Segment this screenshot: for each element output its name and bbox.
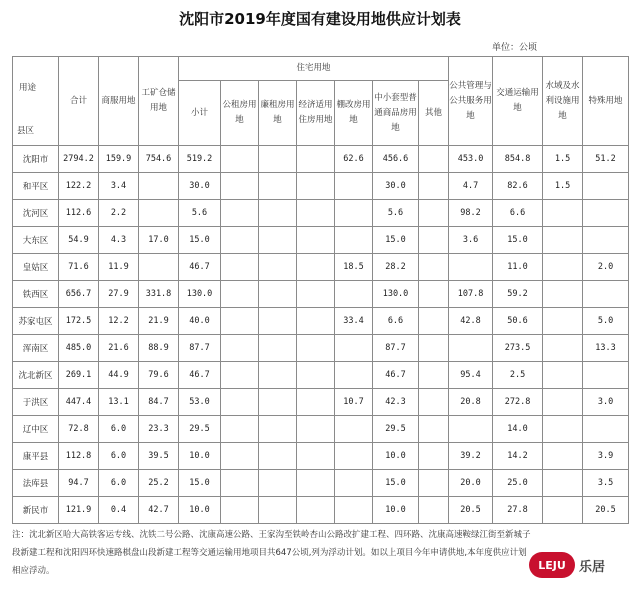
cell-public-rental bbox=[221, 389, 259, 416]
cell-public-service: 4.7 bbox=[449, 173, 493, 200]
cell-special: 3.9 bbox=[583, 443, 629, 470]
cell-public-service: 98.2 bbox=[449, 200, 493, 227]
cell-subtotal: 130.0 bbox=[179, 281, 221, 308]
cell-water bbox=[543, 389, 583, 416]
cell-subtotal: 46.7 bbox=[179, 254, 221, 281]
cell-low-rent bbox=[259, 254, 297, 281]
col-commercial: 商服用地 bbox=[99, 57, 139, 146]
cell-subtotal: 46.7 bbox=[179, 362, 221, 389]
cell-commercial: 6.0 bbox=[99, 470, 139, 497]
cell-subtotal: 519.2 bbox=[179, 146, 221, 173]
cell-small-medium: 30.0 bbox=[373, 173, 419, 200]
cell-small-medium: 6.6 bbox=[373, 308, 419, 335]
cell-other bbox=[419, 443, 449, 470]
cell-public-service: 20.8 bbox=[449, 389, 493, 416]
col-industrial: 工矿仓储用地 bbox=[139, 57, 179, 146]
corner-bottom-label: 县区 bbox=[17, 126, 35, 136]
cell-area: 铁西区 bbox=[13, 281, 59, 308]
cell-total: 54.9 bbox=[59, 227, 99, 254]
cell-public-service: 107.8 bbox=[449, 281, 493, 308]
cell-shanty: 10.7 bbox=[335, 389, 373, 416]
cell-public-service: 3.6 bbox=[449, 227, 493, 254]
table-row bbox=[13, 200, 629, 227]
cell-affordable bbox=[297, 416, 335, 443]
cell-transport: 50.6 bbox=[493, 308, 543, 335]
cell-public-service bbox=[449, 416, 493, 443]
cell-shanty bbox=[335, 227, 373, 254]
col-subtotal: 小计 bbox=[179, 81, 221, 146]
cell-public-service: 42.8 bbox=[449, 308, 493, 335]
cell-transport: 25.0 bbox=[493, 470, 543, 497]
col-residential: 住宅用地 bbox=[179, 57, 449, 81]
cell-area: 大东区 bbox=[13, 227, 59, 254]
col-total: 合计 bbox=[59, 57, 99, 146]
cell-shanty: 62.6 bbox=[335, 146, 373, 173]
cell-shanty bbox=[335, 281, 373, 308]
cell-total: 94.7 bbox=[59, 470, 99, 497]
cell-subtotal: 30.0 bbox=[179, 173, 221, 200]
cell-affordable bbox=[297, 146, 335, 173]
cell-special bbox=[583, 416, 629, 443]
col-public-service: 公共管理与公共服务用地 bbox=[449, 57, 493, 146]
cell-public-rental bbox=[221, 416, 259, 443]
cell-low-rent bbox=[259, 146, 297, 173]
cell-total: 172.5 bbox=[59, 308, 99, 335]
cell-affordable bbox=[297, 173, 335, 200]
cell-public-rental bbox=[221, 470, 259, 497]
cell-industrial: 21.9 bbox=[139, 308, 179, 335]
cell-public-rental bbox=[221, 335, 259, 362]
cell-area: 浑南区 bbox=[13, 335, 59, 362]
cell-total: 656.7 bbox=[59, 281, 99, 308]
cell-affordable bbox=[297, 443, 335, 470]
cell-commercial: 2.2 bbox=[99, 200, 139, 227]
table-row bbox=[13, 254, 629, 281]
cell-area: 康平县 bbox=[13, 443, 59, 470]
cell-other bbox=[419, 416, 449, 443]
cell-subtotal: 15.0 bbox=[179, 227, 221, 254]
unit-label: 单位：公顷 bbox=[492, 43, 538, 53]
cell-water: 1.5 bbox=[543, 146, 583, 173]
cell-total: 112.6 bbox=[59, 200, 99, 227]
cell-total: 121.9 bbox=[59, 497, 99, 524]
cell-small-medium: 87.7 bbox=[373, 335, 419, 362]
cell-area: 沈阳市 bbox=[13, 146, 59, 173]
cell-water bbox=[543, 200, 583, 227]
cell-area: 法库县 bbox=[13, 470, 59, 497]
cell-industrial: 79.6 bbox=[139, 362, 179, 389]
cell-public-service: 20.0 bbox=[449, 470, 493, 497]
cell-shanty: 33.4 bbox=[335, 308, 373, 335]
cell-shanty bbox=[335, 416, 373, 443]
cell-other bbox=[419, 497, 449, 524]
cell-commercial: 159.9 bbox=[99, 146, 139, 173]
cell-commercial: 13.1 bbox=[99, 389, 139, 416]
cell-low-rent bbox=[259, 497, 297, 524]
col-special: 特殊用地 bbox=[583, 57, 629, 146]
cell-small-medium: 10.0 bbox=[373, 443, 419, 470]
cell-public-rental bbox=[221, 146, 259, 173]
cell-area: 于洪区 bbox=[13, 389, 59, 416]
cell-affordable bbox=[297, 227, 335, 254]
cell-public-rental bbox=[221, 200, 259, 227]
cell-shanty bbox=[335, 173, 373, 200]
cell-public-rental bbox=[221, 443, 259, 470]
cell-small-medium: 10.0 bbox=[373, 497, 419, 524]
table-row bbox=[13, 281, 629, 308]
cell-small-medium: 15.0 bbox=[373, 227, 419, 254]
cell-commercial: 21.6 bbox=[99, 335, 139, 362]
corner-top-label: 用途 bbox=[19, 83, 37, 93]
cell-shanty bbox=[335, 443, 373, 470]
cell-other bbox=[419, 173, 449, 200]
cell-low-rent bbox=[259, 335, 297, 362]
cell-area: 和平区 bbox=[13, 173, 59, 200]
cell-area: 沈北新区 bbox=[13, 362, 59, 389]
cell-public-rental bbox=[221, 308, 259, 335]
cell-transport: 2.5 bbox=[493, 362, 543, 389]
cell-total: 485.0 bbox=[59, 335, 99, 362]
cell-water bbox=[543, 308, 583, 335]
cell-low-rent bbox=[259, 227, 297, 254]
cell-industrial: 42.7 bbox=[139, 497, 179, 524]
cell-low-rent bbox=[259, 173, 297, 200]
cell-special: 13.3 bbox=[583, 335, 629, 362]
cell-industrial: 84.7 bbox=[139, 389, 179, 416]
cell-area: 新民市 bbox=[13, 497, 59, 524]
cell-special: 20.5 bbox=[583, 497, 629, 524]
cell-industrial bbox=[139, 173, 179, 200]
cell-low-rent bbox=[259, 200, 297, 227]
cell-commercial: 12.2 bbox=[99, 308, 139, 335]
cell-low-rent bbox=[259, 470, 297, 497]
cell-industrial: 754.6 bbox=[139, 146, 179, 173]
cell-affordable bbox=[297, 335, 335, 362]
cell-affordable bbox=[297, 200, 335, 227]
cell-subtotal: 10.0 bbox=[179, 497, 221, 524]
cell-other bbox=[419, 281, 449, 308]
cell-other bbox=[419, 470, 449, 497]
cell-total: 269.1 bbox=[59, 362, 99, 389]
cell-public-service: 95.4 bbox=[449, 362, 493, 389]
logo-text: 乐居 bbox=[579, 559, 606, 575]
col-transport: 交通运输用地 bbox=[493, 57, 543, 146]
cell-special: 2.0 bbox=[583, 254, 629, 281]
cell-public-service: 39.2 bbox=[449, 443, 493, 470]
col-water: 水域及水利设施用地 bbox=[543, 57, 583, 146]
cell-special: 5.0 bbox=[583, 308, 629, 335]
cell-other bbox=[419, 335, 449, 362]
cell-transport: 273.5 bbox=[493, 335, 543, 362]
cell-transport: 15.0 bbox=[493, 227, 543, 254]
cell-affordable bbox=[297, 470, 335, 497]
col-other: 其他 bbox=[419, 81, 449, 146]
cell-total: 72.8 bbox=[59, 416, 99, 443]
cell-transport: 854.8 bbox=[493, 146, 543, 173]
cell-other bbox=[419, 200, 449, 227]
cell-public-service: 453.0 bbox=[449, 146, 493, 173]
col-shanty: 棚改房用地 bbox=[335, 81, 373, 146]
cell-area: 苏家屯区 bbox=[13, 308, 59, 335]
col-low-rent: 廉租房用地 bbox=[259, 81, 297, 146]
cell-transport: 11.0 bbox=[493, 254, 543, 281]
cell-industrial: 25.2 bbox=[139, 470, 179, 497]
cell-subtotal: 40.0 bbox=[179, 308, 221, 335]
cell-commercial: 44.9 bbox=[99, 362, 139, 389]
footnote: 注：沈北新区哈大高铁客运专线、沈铁二号公路、沈康高速公路、王家沟至铁岭杏山公路改扩建工程、四环路、沈康高速鞍绿江街至新城子段新建工程和沈阳四环快速路棋盘山段新建工程等交通运输用地项目共647公顷,列为浮动计划。如以上项目今年申请供地,本年度供应计划相应浮动。 bbox=[12, 530, 531, 576]
cell-other bbox=[419, 146, 449, 173]
cell-water bbox=[543, 227, 583, 254]
cell-public-rental bbox=[221, 227, 259, 254]
cell-public-rental bbox=[221, 362, 259, 389]
cell-other bbox=[419, 254, 449, 281]
col-small-medium: 中小套型普通商品房用地 bbox=[373, 81, 419, 146]
cell-small-medium: 42.3 bbox=[373, 389, 419, 416]
cell-affordable bbox=[297, 281, 335, 308]
cell-shanty: 18.5 bbox=[335, 254, 373, 281]
cell-total: 122.2 bbox=[59, 173, 99, 200]
cell-commercial: 27.9 bbox=[99, 281, 139, 308]
cell-water bbox=[543, 335, 583, 362]
cell-commercial: 4.3 bbox=[99, 227, 139, 254]
cell-commercial: 11.9 bbox=[99, 254, 139, 281]
cell-industrial bbox=[139, 200, 179, 227]
cell-other bbox=[419, 227, 449, 254]
cell-other bbox=[419, 389, 449, 416]
cell-water bbox=[543, 416, 583, 443]
cell-industrial bbox=[139, 254, 179, 281]
cell-industrial: 88.9 bbox=[139, 335, 179, 362]
cell-commercial: 0.4 bbox=[99, 497, 139, 524]
cell-total: 71.6 bbox=[59, 254, 99, 281]
table-row bbox=[13, 470, 629, 497]
cell-commercial: 6.0 bbox=[99, 443, 139, 470]
cell-small-medium: 46.7 bbox=[373, 362, 419, 389]
cell-transport: 59.2 bbox=[493, 281, 543, 308]
cell-water bbox=[543, 254, 583, 281]
cell-public-rental bbox=[221, 497, 259, 524]
cell-shanty bbox=[335, 335, 373, 362]
cell-special bbox=[583, 200, 629, 227]
cell-shanty bbox=[335, 200, 373, 227]
cell-low-rent bbox=[259, 308, 297, 335]
table-row bbox=[13, 173, 629, 200]
cell-small-medium: 29.5 bbox=[373, 416, 419, 443]
cell-affordable bbox=[297, 362, 335, 389]
cell-commercial: 6.0 bbox=[99, 416, 139, 443]
land-supply-table bbox=[12, 56, 629, 524]
cell-small-medium: 456.6 bbox=[373, 146, 419, 173]
cell-shanty bbox=[335, 470, 373, 497]
cell-special: 3.0 bbox=[583, 389, 629, 416]
cell-water bbox=[543, 443, 583, 470]
cell-water: 1.5 bbox=[543, 173, 583, 200]
cell-subtotal: 29.5 bbox=[179, 416, 221, 443]
cell-transport: 82.6 bbox=[493, 173, 543, 200]
col-affordable: 经济适用住房用地 bbox=[297, 81, 335, 146]
cell-special bbox=[583, 362, 629, 389]
table-row bbox=[13, 389, 629, 416]
cell-industrial: 39.5 bbox=[139, 443, 179, 470]
cell-industrial: 17.0 bbox=[139, 227, 179, 254]
cell-small-medium: 5.6 bbox=[373, 200, 419, 227]
cell-subtotal: 53.0 bbox=[179, 389, 221, 416]
table-row bbox=[13, 146, 629, 173]
cell-total: 2794.2 bbox=[59, 146, 99, 173]
cell-subtotal: 5.6 bbox=[179, 200, 221, 227]
cell-affordable bbox=[297, 308, 335, 335]
table-row bbox=[13, 335, 629, 362]
cell-special bbox=[583, 227, 629, 254]
cell-industrial: 23.3 bbox=[139, 416, 179, 443]
cell-subtotal: 15.0 bbox=[179, 470, 221, 497]
cell-transport: 27.8 bbox=[493, 497, 543, 524]
table-row bbox=[13, 227, 629, 254]
cell-other bbox=[419, 308, 449, 335]
table-row bbox=[13, 443, 629, 470]
table-row bbox=[13, 416, 629, 443]
cell-transport: 14.0 bbox=[493, 416, 543, 443]
cell-transport: 272.8 bbox=[493, 389, 543, 416]
cell-special: 3.5 bbox=[583, 470, 629, 497]
cell-area: 皇姑区 bbox=[13, 254, 59, 281]
cell-public-rental bbox=[221, 254, 259, 281]
cell-low-rent bbox=[259, 443, 297, 470]
cell-low-rent bbox=[259, 281, 297, 308]
cell-subtotal: 87.7 bbox=[179, 335, 221, 362]
table-row bbox=[13, 497, 629, 524]
col-public-rental: 公租房用地 bbox=[221, 81, 259, 146]
leju-logo bbox=[529, 551, 621, 579]
cell-public-service bbox=[449, 254, 493, 281]
cell-total: 112.8 bbox=[59, 443, 99, 470]
cell-low-rent bbox=[259, 362, 297, 389]
cell-small-medium: 130.0 bbox=[373, 281, 419, 308]
cell-affordable bbox=[297, 389, 335, 416]
cell-low-rent bbox=[259, 389, 297, 416]
cell-area: 辽中区 bbox=[13, 416, 59, 443]
cell-public-rental bbox=[221, 173, 259, 200]
leju-logo-icon: LEJU bbox=[529, 552, 575, 578]
cell-small-medium: 15.0 bbox=[373, 470, 419, 497]
cell-transport: 14.2 bbox=[493, 443, 543, 470]
cell-water bbox=[543, 281, 583, 308]
corner-header bbox=[13, 57, 59, 146]
cell-affordable bbox=[297, 497, 335, 524]
cell-water bbox=[543, 497, 583, 524]
cell-area: 沈河区 bbox=[13, 200, 59, 227]
page-title: 沈阳市2019年度国有建设用地供应计划表 bbox=[179, 10, 461, 28]
cell-commercial: 3.4 bbox=[99, 173, 139, 200]
cell-shanty bbox=[335, 497, 373, 524]
cell-shanty bbox=[335, 362, 373, 389]
cell-water bbox=[543, 470, 583, 497]
cell-small-medium: 28.2 bbox=[373, 254, 419, 281]
table-row bbox=[13, 308, 629, 335]
cell-water bbox=[543, 362, 583, 389]
cell-industrial: 331.8 bbox=[139, 281, 179, 308]
cell-other bbox=[419, 362, 449, 389]
cell-public-rental bbox=[221, 281, 259, 308]
cell-special bbox=[583, 173, 629, 200]
cell-special bbox=[583, 281, 629, 308]
cell-low-rent bbox=[259, 416, 297, 443]
cell-subtotal: 10.0 bbox=[179, 443, 221, 470]
cell-affordable bbox=[297, 254, 335, 281]
cell-special: 51.2 bbox=[583, 146, 629, 173]
cell-public-service: 20.5 bbox=[449, 497, 493, 524]
cell-total: 447.4 bbox=[59, 389, 99, 416]
table-row bbox=[13, 362, 629, 389]
cell-transport: 6.6 bbox=[493, 200, 543, 227]
cell-public-service bbox=[449, 335, 493, 362]
